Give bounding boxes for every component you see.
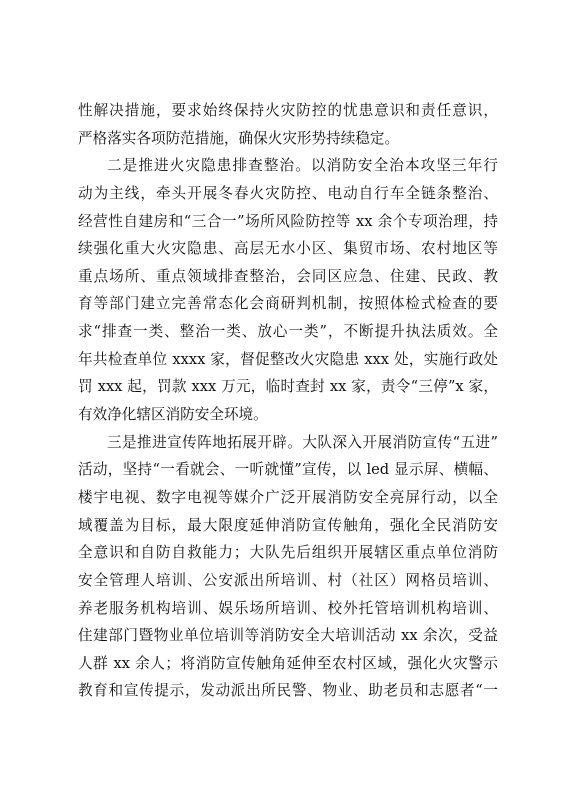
- text-line: 住建部门暨物业单位培训等消防安全大培训活动 xx 余次，受益: [78, 627, 498, 645]
- paragraph-heading-line: 三是推进宣传阵地拓展开辟。大队深入开展消防宣传“五进”: [107, 433, 498, 451]
- text-line: 重点场所、重点领域排查整治，会同区应急、住建、民政、教: [78, 267, 498, 285]
- text-line: 域覆盖为目标，最大限度延伸消防宣传触角，强化全民消防安: [78, 516, 498, 534]
- text-line: 年共检查单位 xxxx 家，督促整改火灾隐患 xxx 处，实施行政处: [78, 350, 498, 368]
- text-line: 续强化重大火灾隐患、高层无水小区、集贸市场、农村地区等: [78, 240, 498, 258]
- text-line: 性解决措施，要求始终保持火灾防控的忧患意识和责任意识，: [78, 102, 498, 119]
- text-line: 有效净化辖区消防安全环境。: [78, 406, 268, 424]
- text-line: 求“排查一类、整治一类、放心一类”，不断提升执法质效。全: [78, 323, 498, 341]
- text-line: 全意识和自防自救能力；大队先后组织开展辖区重点单位消防: [78, 544, 498, 562]
- text-line: 教育和宣传提示，发动派出所民警、物业、助老员和志愿者“一: [78, 682, 498, 700]
- text-line: 活动，坚持“一看就会、一听就懂”宣传，以 led 显示屏、横幅、: [78, 461, 498, 479]
- paragraph-heading-line: 二是推进火灾隐患排查整治。以消防安全治本攻坚三年行: [107, 157, 498, 175]
- text-line: 严格落实各项防范措施，确保火灾形势持续稳定。: [78, 129, 400, 147]
- text-line: 养老服务机构培训、娱乐场所培训、校外托管培训机构培训、: [78, 599, 498, 617]
- text-line: 育等部门建立完善常态化会商研判机制，按照体检式检查的要: [78, 295, 498, 313]
- text-line: 人群 xx 余人；将消防宣传触角延伸至农村区域，强化火灾警示: [78, 654, 498, 672]
- text-line: 经营性自建房和“三合一”场所风险防控等 xx 余个专项治理，持: [78, 212, 498, 230]
- text-line: 动为主线，牵头开展冬春火灾防控、电动自行车全链条整治、: [78, 184, 498, 202]
- body-text: [78, 97, 498, 705]
- text-line: 安全管理人培训、公安派出所培训、村（社区）网格员培训、: [78, 571, 498, 589]
- text-line: 罚 xxx 起，罚款 xxx 万元，临时查封 xx 家，责令“三停”x 家，: [78, 378, 498, 396]
- text-line: 楼宇电视、数字电视等媒介广泛开展消防安全亮屏行动，以全: [78, 488, 498, 506]
